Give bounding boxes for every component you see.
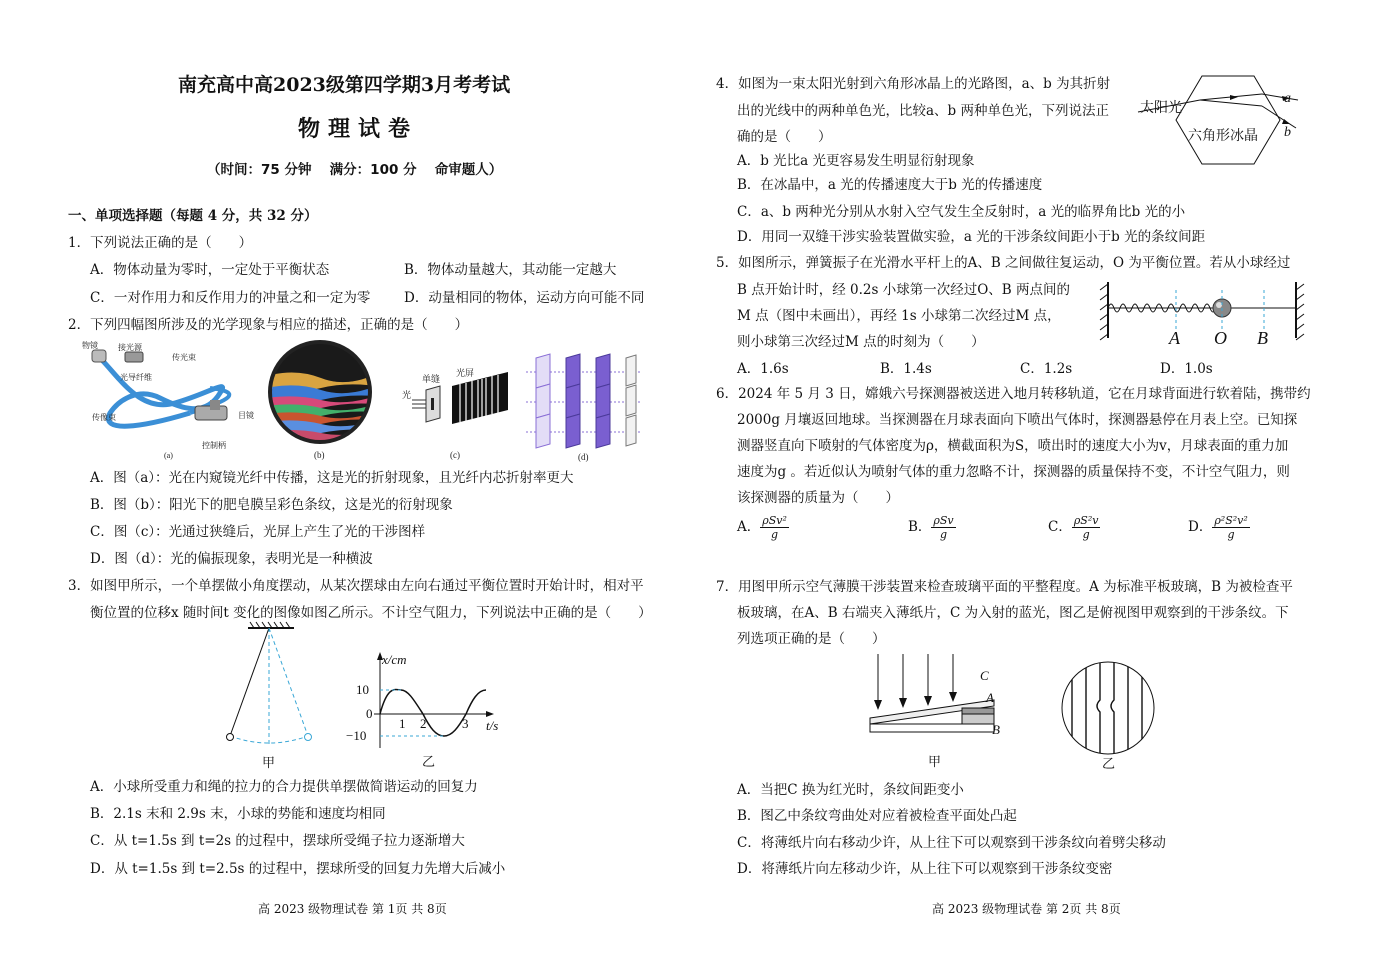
q7-line1: 7．用图甲所示空气薄膜干涉装置来检查玻璃平面的平整程度。A 为标准平板玻璃，B 为被检查平 (716, 579, 1293, 595)
page-footer-right: 高 2023 级物理试卷 第 2页 共 8页 (932, 902, 1121, 916)
endoscope-figure (80, 338, 260, 460)
q3-option-a: A．小球所受重力和绳的拉力的合力提供单摆做简谐运动的回复力 (90, 779, 478, 795)
fig-ray-b-label: b (1284, 125, 1291, 140)
q6-line3: 测器竖直向下喷射的气体密度为ρ，横截面积为S，喷出时的速度大小为v，月球表面的重力加 (737, 438, 1289, 454)
q6-a-numerator: ρSv² (762, 514, 787, 527)
q7-line3: 列选项正确的是（ ） (737, 631, 886, 647)
fig-a-caption: (a) (164, 451, 173, 460)
q3-option-b: B．2.1s 末和 2.9s 末，小球的势能和速度均相同 (90, 806, 386, 822)
air-film-caption: 甲 (928, 754, 942, 769)
q6-option-a-label: A． (737, 519, 761, 535)
q6-c-numerator: ρS²v (1073, 514, 1099, 527)
xt-graph (340, 648, 510, 770)
q4-line2: 出的光线中的两种单色光，比较a、b 两种单色光，下列说法正 (737, 103, 1109, 119)
graph-x-tick-2: 2 (420, 716, 427, 731)
soap-film-figure (266, 338, 376, 460)
q5-line4: 则小球第三次经过M 点的时刻为（ ） (737, 334, 985, 350)
q5-line1: 5．如图所示，弹簧振子在光滑水平杆上的A、B 之间做往复运动，O 为平衡位置。若从小球经过 (716, 255, 1291, 271)
q2-stem: 2．下列四幅图所涉及的光学现象与相应的描述，正确的是（ ） (68, 317, 469, 333)
q6-option-c-formula (1072, 514, 1101, 541)
q6-option-c-label: C． (1048, 519, 1072, 535)
q4-line3: 确的是（ ） (737, 129, 832, 145)
q6-option-b-formula (931, 514, 955, 541)
q5-option-c: C．1.2s (1020, 361, 1073, 377)
q6-option-d-label: D． (1188, 519, 1213, 535)
fig-a-label-light-source: 接光源 (118, 343, 142, 352)
fig-c-caption: (c) (450, 450, 460, 460)
q6-b-numerator: ρSv (933, 514, 954, 527)
graph-caption: 乙 (422, 754, 436, 769)
fig-a-label-fiber: 光导纤维 (120, 373, 152, 382)
air-film-figure (862, 650, 1012, 772)
fig-c-label-light: 光 (402, 390, 412, 400)
q6-a-denominator: g (771, 528, 779, 541)
q4-option-a: A．b 光比a 光更容易发生明显衍射现象 (737, 153, 975, 169)
time-info: （时间：75 分钟 满分：100 分 命审题人） (207, 162, 503, 178)
q7-option-a: A．当把C 换为红光时，条纹间距变小 (737, 782, 964, 798)
interference-fringe-figure (1056, 660, 1160, 772)
school-title: 南充高中高2023级第四学期3月考考试 (178, 74, 511, 96)
q6-option-c (1048, 514, 1100, 541)
graph-y-tick-neg10: −10 (346, 728, 367, 743)
q2-option-c: C．图（c）：光通过狭缝后，光屏上产生了光的干涉图样 (90, 524, 426, 540)
q5-line2: B 点开始计时，经 0.2s 小球第一次经过O、B 两点间的 (737, 282, 1070, 298)
q6-line2: 2000g 月壤返回地球。当探测器在月球表面向下喷出气体时，探测器悬停在月表上空。已知探 (737, 412, 1298, 428)
q1-option-a: A．物体动量为零时，一定处于平衡状态 (90, 262, 330, 278)
q4-option-b: B．在冰晶中，a 光的传播速度大于b 光的传播速度 (737, 177, 1043, 193)
graph-x-label: t/s (486, 718, 499, 733)
fig-c-label-slit: 单缝 (422, 374, 441, 384)
q6-option-d-formula (1212, 514, 1249, 541)
single-slit-figure (400, 362, 515, 460)
q7-option-c: C．将薄纸片向右移动少许，从上往下可以观察到干涉条纹向着劈尖移动 (737, 835, 1166, 851)
q6-line4: 速度为g 。若近似认为喷射气体的重力忽略不计，探测器的质量保持不变，不计空气阻力，则 (737, 464, 1290, 480)
page-footer-left: 高 2023 级物理试卷 第 1页 共 8页 (258, 902, 447, 916)
q3-option-d: D．从 t=1.5s 到 t=2.5s 的过程中，摆球所受的回复力先增大后减小 (90, 861, 506, 877)
q3-option-c: C．从 t=1.5s 到 t=2s 的过程中，摆球所受绳子拉力逐渐增大 (90, 833, 465, 849)
q6-line5: 该探测器的质量为（ ） (737, 490, 899, 506)
fig-c-label-screen: 光屏 (456, 368, 475, 378)
q6-option-b (908, 514, 956, 541)
q7-option-d: D．将薄纸片向左移动少许，从上往下可以观察到干涉条纹变密 (737, 861, 1113, 877)
fig-crystal-label: 六角形冰晶 (1188, 129, 1258, 144)
q3-stem-line1: 3．如图甲所示，一个单摆做小角度摆动，从某次摆球由左向右通过平衡位置时开始计时，相对平 (68, 578, 644, 594)
q6-c-denominator: g (1082, 528, 1090, 541)
fig-d-caption: (d) (578, 452, 589, 462)
spring-label-b: B (1257, 328, 1268, 348)
film-label-a: A (986, 690, 994, 705)
q6-option-d (1188, 514, 1250, 541)
fig-ray-a-label: a (1284, 91, 1291, 106)
fig-a-label-objective: 物镜 (82, 341, 98, 350)
q6-line1: 6．2024 年 5 月 3 日，嫦娥六号探测器被送进入地月转移轨道，它在月球背面进行软着陆，携带约 (716, 386, 1311, 402)
q2-option-b: B．图（b）：阳光下的肥皂膜呈彩色条纹，这是光的衍射现象 (90, 497, 453, 513)
q4-option-d: D．用同一双缝干涉实验装置做实验，a 光的干涉条纹间距小于b 光的条纹间距 (737, 229, 1206, 245)
q7-line2: 板玻璃，在A、B 右端夹入薄纸片，C 为入射的蓝光，图乙是俯视图甲观察到的干涉条纹。下 (737, 605, 1289, 621)
q5-option-b: B．1.4s (880, 361, 932, 377)
fig-a-label-image-bundle: 传像束 (92, 413, 116, 422)
q2-option-a: A．图（a）：光在内窥镜光纤中传播，这是光的折射现象，且光纤内芯折射率更大 (90, 470, 574, 486)
q6-option-a (737, 514, 789, 541)
q6-d-numerator: ρ²S²v² (1214, 514, 1248, 527)
q5-line3: M 点（图中未画出），再经 1s 小球第二次经过M 点， (737, 308, 1061, 324)
spring-oscillator-figure (1100, 276, 1305, 350)
subject-title: 物理试卷 (298, 116, 419, 142)
q4-line1: 4．如图为一束太阳光射到六角形冰晶上的光路图，a、b 为其折射 (716, 76, 1111, 92)
graph-x-tick-3: 3 (462, 716, 469, 731)
pendulum-caption: 甲 (262, 755, 276, 770)
graph-x-tick-1: 1 (399, 716, 406, 731)
fig-a-label-handle: 控制柄 (202, 441, 226, 450)
fringe-caption: 乙 (1102, 756, 1116, 771)
graph-y-label: x/cm (382, 652, 407, 667)
q6-option-a-formula (760, 514, 789, 541)
spring-label-o: O (1214, 328, 1227, 348)
graph-y-tick-10: 10 (356, 682, 369, 697)
pendulum-figure (222, 622, 322, 772)
q6-option-b-label: B． (908, 519, 932, 535)
fig-b-caption: (b) (314, 450, 325, 460)
q4-option-c: C．a、b 两种光分别从水射入空气发生全反射时，a 光的临界角比b 光的小 (737, 204, 1186, 220)
q7-option-b: B．图乙中条纹弯曲处对应着被检查平面处凸起 (737, 808, 1017, 824)
section-heading: 一、单项选择题（每题 4 分，共 32 分） (68, 208, 318, 224)
q6-b-denominator: g (940, 528, 948, 541)
fig-a-label-light-bundle: 传光束 (172, 353, 196, 362)
spring-label-a: A (1169, 328, 1180, 348)
q3-stem-line2: 衡位置的位移x 随时间t 变化的图像如图乙所示。不计空气阻力，下列说法中正确的是（ ） (90, 605, 652, 621)
q1-stem: 1．下列说法正确的是（ ） (68, 235, 253, 251)
q1-option-c: C．一对作用力和反作用力的冲量之和一定为零 (90, 290, 371, 306)
q6-d-denominator: g (1227, 528, 1235, 541)
q1-option-b: B．物体动量越大，其动能一定越大 (404, 262, 617, 278)
graph-y-tick-0: 0 (366, 706, 373, 721)
ice-crystal-figure (1138, 72, 1308, 172)
fig-a-label-eyepiece: 目镜 (238, 411, 254, 420)
film-label-c: C (980, 668, 989, 683)
q2-option-d: D．图（d）：光的偏振现象，表明光是一种横波 (90, 551, 373, 567)
polarization-figure (526, 350, 644, 460)
fig-sunlight-label: 太阳光 (1140, 101, 1182, 116)
q5-option-a: A．1.6s (737, 361, 789, 377)
q5-option-d: D．1.0s (1160, 361, 1213, 377)
film-label-b: B (992, 722, 1000, 737)
q1-option-d: D．动量相同的物体，运动方向可能不同 (404, 290, 645, 306)
